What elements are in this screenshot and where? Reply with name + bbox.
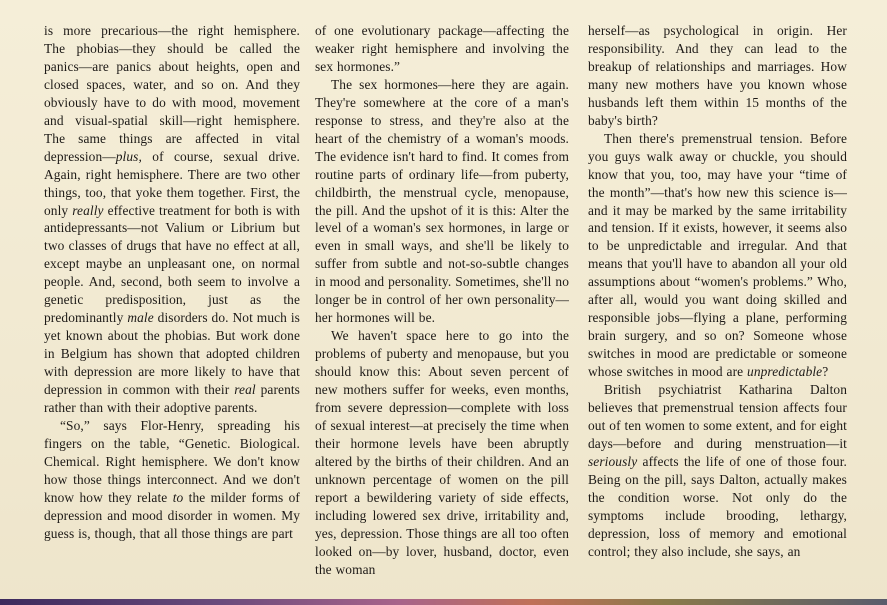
italic-text-run: unpredictable — [747, 364, 823, 380]
text-run: We haven't space here to go into the problems of puberty and menopause, but you should know this: About seven percent of new mothers suffer for weeks, even months, from severe depression—complete with loss of sexual interest—at precisely the time when their hormone levels have been abruptly altered by the births of their children. And an unknown percentage of women on the pill report a bewildering variety of side effects, including lowered sex drive, irritability and, yes, depression. Those things are all too often looked on—by lover, husband, doctor, even the woman — [315, 328, 569, 577]
text-run: British psychiatrist Katharina Dalton believes that premenstrual tension affects four out of ten women to some extent, and for eight days—before and during menstruation—it — [588, 382, 847, 451]
paragraph — [315, 76, 569, 327]
paragraph — [44, 22, 300, 417]
text-column-1 — [44, 22, 300, 543]
paragraph — [44, 417, 300, 543]
paragraph — [588, 22, 847, 130]
paragraph — [315, 327, 569, 578]
italic-text-run: plus, — [115, 148, 142, 164]
text-column-2 — [315, 22, 569, 579]
paragraph — [588, 381, 847, 561]
italic-text-run: male — [127, 310, 154, 326]
italic-text-run: really — [72, 202, 104, 218]
text-run: is more precarious—the right hemisphere. The phobias—they should be called the panics—are panics about heights, open and closed spaces, water, and so on. And they obviously have to do with mood, movement and visual-spatial skill—right hemisphere. The same things are affected in vital depression— — [44, 23, 300, 164]
text-run: of course, sexual drive. Again, right hemisphere. There are two other things, too, that yoke them together. First, the only — [44, 148, 300, 218]
paragraph — [315, 22, 569, 76]
text-run: effective treatment for both is with antidepressants—not Valium or Librium but two classes of drugs that have no effect at all, except maybe an unpleasant one, on normal people. And, second, both seem to involve a genetic predisposition, just as the predominantly — [44, 202, 300, 326]
italic-text-run: real — [234, 382, 256, 398]
text-column-3 — [588, 22, 847, 561]
text-run: The sex hormones—here they are again. They're somewhere at the core of a man's response to stress, and they're also at the heart of the chemistry of a woman's moods. The evidence isn't hard to find. It comes from routine parts of ordinary life—from puberty, childbirth, the menstrual cycle, menopause, the pill. And the upshot of it is this: Alter the level of a woman's sex hormones, in large or even in small ways, and she'll be likely to suffer from subtle and not-so-subtle changes in mood and personality. Sometimes, she'll no longer be in control of her own personality—her hormones will be. — [315, 76, 569, 326]
text-run: ? — [822, 364, 829, 380]
text-run: Then there's premenstrual tension. Before you guys walk away or chuckle, you should know that you, too, may have your “time of the month”—that's how new this science is—and it may be marked by the same irritability and tension. If it exists, however, it seems also to be unpredictable and irregular. And that means that you'll have to abandon all your old assumptions about “women's problems.” Who, after all, would you want doing skilled and responsible jobs—flying a plane, performing brain surgery, and so on? Someone whose switches in mood are predictable or someone whose switches in mood are — [588, 130, 847, 380]
text-run: the milder forms of depression and mood disorder in women. My guess is, though, that all those things are part — [44, 489, 300, 541]
paragraph — [588, 130, 847, 381]
text-run: affects the life of one of those four. Being on the pill, says Dalton, actually makes the condition worse. Not only do the symptoms include brooding, lethargy, depression, loss of memory and emotional control; they also include, she says, an — [588, 453, 847, 559]
text-run: herself—as psychological in origin. Her responsibility. And they can lead to the breakup of relationships and marriages. How many new mothers have you known whose husbands left them within 15 months of the baby's birth? — [588, 23, 847, 128]
text-run: parents rather than with their adoptive parents. — [44, 382, 300, 416]
italic-text-run: seriously — [588, 453, 638, 469]
page-edge-color-strip — [0, 599, 887, 605]
text-run: disorders do. Not much is yet known about the phobias. But work done in Belgium has shown that adopted children with depression are more likely to have that depression in common with their — [44, 310, 300, 398]
text-run: “So,” says Flor-Henry, spreading his fingers on the table, “Genetic. Biological. Chemical. Right hemisphere. We don't know how those things interconnect. And we don't know how they relate — [44, 417, 300, 505]
italic-text-run: to — [172, 489, 184, 505]
text-run: of one evolutionary package—affecting the weaker right hemisphere and involving the sex hormones.” — [315, 23, 569, 74]
